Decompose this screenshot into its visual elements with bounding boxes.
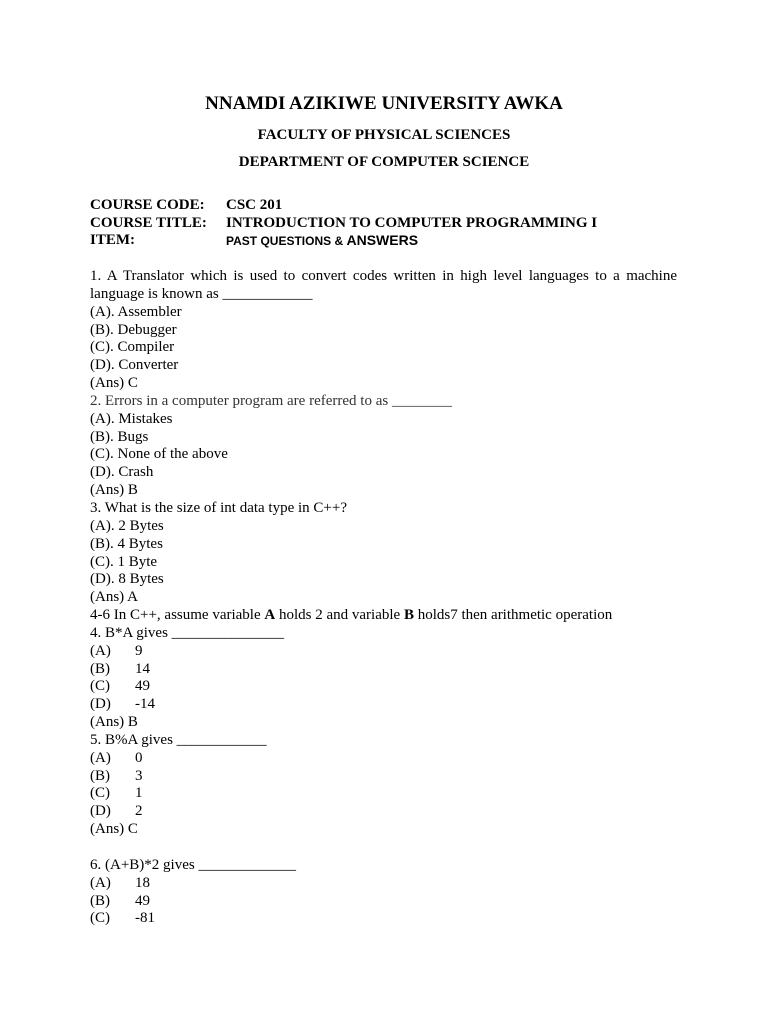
question-6-option-a [90,875,677,893]
option-value: 2 [135,803,143,820]
option-letter: (B) [90,660,110,677]
course-code-label: COURSE CODE: [90,197,205,213]
intro-variable-b: B [403,607,414,624]
question-1-option-d: (D). Converter [90,357,179,374]
question-6-option-b [90,893,677,911]
question-5-text: 5. B%A gives ____________ [90,731,267,748]
intro-part-2: holds 2 and variable [275,607,404,624]
question-4-option-a [90,643,677,661]
option-value: 3 [135,767,143,784]
question-1-option-b: (B). Debugger [90,321,177,338]
question-4-option-c [90,678,677,696]
question-1-option-a: (A). Assembler [90,303,182,320]
question-5-option-a [90,750,677,768]
option-value: 49 [135,892,150,909]
option-value: 1 [135,785,143,802]
option-letter: (D) [90,696,111,713]
option-value: 49 [135,678,150,695]
faculty-title: FACULTY OF PHYSICAL SCIENCES [257,127,511,143]
question-5-answer: (Ans) C [90,821,138,838]
question-6-text: 6. (A+B)*2 gives _____________ [90,856,296,873]
question-4-text: 4. B*A gives _______________ [90,624,285,641]
question-3-text: 3. What is the size of int data type in C++? [90,499,347,516]
question-2-option-d: (D). Crash [90,464,154,481]
question-2-option-a: (A). Mistakes [90,410,173,427]
question-4-option-b [90,661,677,679]
option-value: -14 [135,696,155,713]
intro-variable-a: A [264,607,276,624]
question-4-6-intro [90,607,677,625]
option-letter: (B) [90,892,110,909]
option-letter: (B) [90,767,110,784]
question-3-option-d: (D). 8 Bytes [90,571,164,588]
course-code-value: CSC 201 [226,197,283,213]
question-3-option-a: (A). 2 Bytes [90,517,164,534]
option-value: 14 [135,660,150,677]
question-5-option-d [90,803,677,821]
question-2-option-b: (B). Bugs [90,428,149,445]
course-title-value: INTRODUCTION TO COMPUTER PROGRAMMING I [226,214,598,231]
questions-body [90,268,677,928]
course-title-label: COURSE TITLE: [90,214,207,231]
option-value: 0 [135,749,143,766]
department-title: DEPARTMENT OF COMPUTER SCIENCE [238,154,530,170]
intro-part-3: holds7 then arithmetic operation [413,607,613,624]
question-3-answer: (Ans) A [90,589,138,606]
course-title-row [90,215,597,233]
option-letter: (A) [90,749,111,766]
question-5-option-b [90,768,677,786]
option-value: 9 [135,642,143,659]
item-value [226,232,418,250]
item-label: ITEM: [90,232,135,248]
question-4-option-d [90,696,677,714]
item-value-big: ANSWERS [346,232,419,248]
question-4-answer: (Ans) B [90,714,138,731]
option-value: 18 [135,874,150,891]
blank-line [90,839,677,857]
option-letter: (C) [90,910,110,927]
question-1-option-c: (C). Compiler [90,339,175,356]
option-letter: (A) [90,642,111,659]
option-value: -81 [135,910,155,927]
course-meta [90,197,597,250]
question-5-option-c [90,785,677,803]
question-2-answer: (Ans) B [90,482,138,499]
question-2-text: 2. Errors in a computer program are referred to as ________ [90,392,452,409]
course-code-row [90,197,597,215]
option-letter: (C) [90,678,110,695]
university-title: NNAMDI AZIKIWE UNIVERSITY AWKA [205,93,563,114]
question-1-answer: (Ans) C [90,375,138,392]
option-letter: (C) [90,785,110,802]
question-3-option-c: (C). 1 Byte [90,553,158,570]
item-value-small: PAST QUESTIONS & [226,234,347,248]
question-3-option-b: (B). 4 Bytes [90,535,163,552]
intro-part-1: 4-6 In C++, assume variable [90,607,265,624]
question-2-option-c: (C). None of the above [90,446,228,463]
option-letter: (A) [90,874,111,891]
question-6-option-c [90,910,677,928]
option-letter: (D) [90,803,111,820]
item-row [90,232,597,250]
question-1-text: 1. A Translator which is used to convert codes written in high level languages to a machine language is known as ____________ [90,268,677,302]
